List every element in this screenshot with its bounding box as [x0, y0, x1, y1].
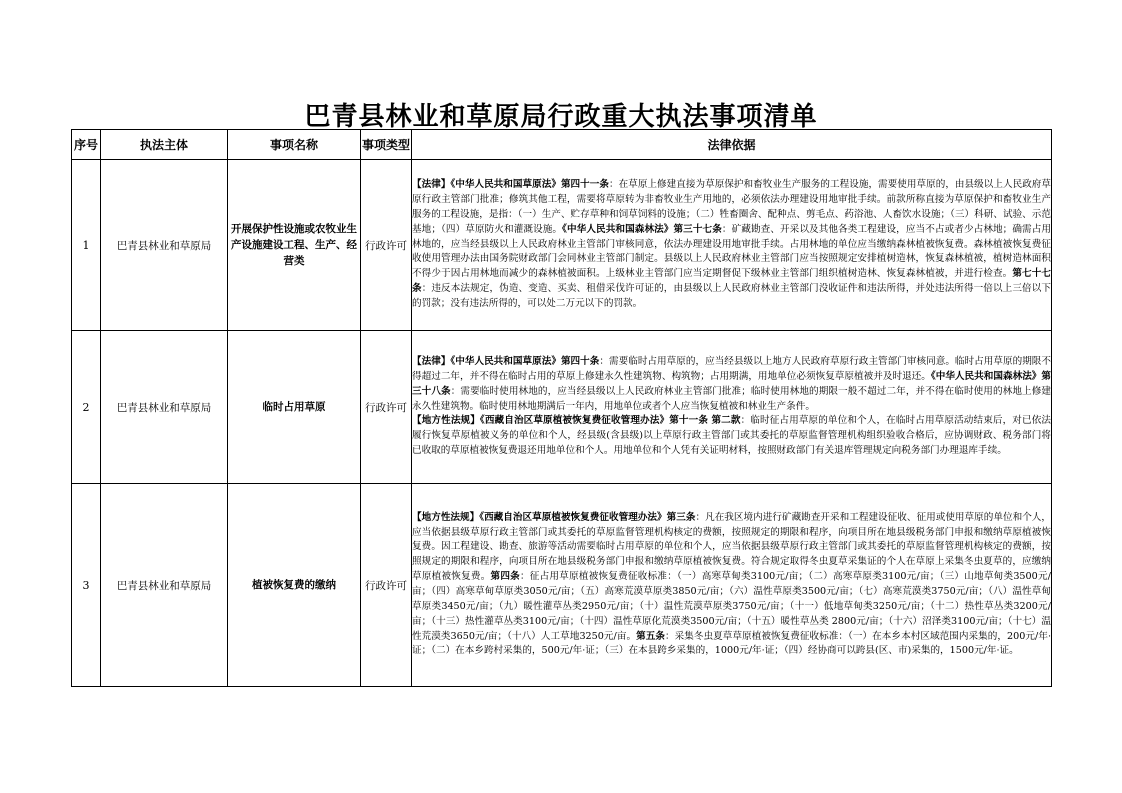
table-header-row	[72, 130, 1052, 160]
basis-text: ：凡在我区境内进行矿藏勘查开采和工程建设征收、征用或使用草原的单位和个人，应当依据县级草原行政主管部门或其委托的草原监督管理机构核定的费额，按照规定的期限和程序，向项目所在地县级税务部门申报和缴纳草原植被恢复费。因工程建设、勘查、旅游等活动需要临时占用草原的单位和个人，应当依据县级草原行政主管部门或其委托的草原监督管理机构核定的费额，按照规定的期限和程序，向项目所在地县级税务部门申报和缴纳草原植被恢复费。符合规定取得冬虫夏草采集证的个人在草原上采集冬虫夏草的，应缴纳草原植被恢复费。	[412, 511, 1052, 583]
basis-heading: 第四条	[490, 571, 520, 583]
basis-text: ：违反本法规定，伪造、变造、买卖、租借采伐许可证的，由县级以上人民政府林业主管部门没收证件和违法所得，并处违法所得一倍以上三倍以下的罚款；没有违法所得的，可以处二万元以下的罚款。	[412, 283, 1052, 309]
page-title: 巴青县林业和草原局行政重大执法事项清单	[304, 102, 818, 132]
basis-heading: 【法律】《中华人民共和国草原法》第四十条	[412, 355, 600, 367]
table-row	[72, 331, 1052, 484]
row-number: 1	[72, 160, 101, 331]
basis-text: ：需要临时使用林地的，应当经县级以上人民政府林业主管部门批准；临时使用林地的期限一般不超过二年，并不得在临时使用的林地上修建永久性建筑物。临时使用林地期满后一年内，用地单位或者个人应当恢复植被和林业生产条件。	[412, 385, 1051, 412]
basis-heading: 《中华人民共和国森林法》第三十七条	[562, 223, 722, 235]
basis-text: ：矿藏勘查、开采以及其他各类工程建设，应当不占或者少占林地；确需占用林地的，应当经县级以上人民政府林业主管部门审核同意，依法办理建设用地审批手续。占用林地的单位应当缴纳森林植被恢复费。森林植被恢复费征收使用管理办法由国务院财政部门会同林业主管部门制定。县级以上人民政府林业主管部门应当按照规定安排植树造林，恢复森林植被，植树造林面积不得少于因占用林地而减少的森林植被面积。上级林业主管部门应当定期督促下级林业主管部门组织植树造林、恢复森林植被，并进行检查。	[412, 223, 1051, 280]
basis-heading: 第七十七条	[412, 268, 1052, 295]
header-subject: 执法主体	[101, 130, 228, 160]
basis-text: ：临时征占用草原的单位和个人，在临时占用草原活动结束后，对已依法履行恢复草原植被义务的单位和个人，经县级(含县级)以上草原行政主管部门或其委托的草原监督管理机构组织验收合格后，应协调财政、税务部门将已收取的草原植被恢复费退还用地单位和个人。用地单位和个人凭有关证明材料，按照财政部门有关退库管理规定向税务部门办理退库手续。	[412, 415, 1052, 457]
row-number: 3	[72, 484, 101, 687]
basis-text: ：需要临时占用草原的，应当经县级以上地方人民政府草原行政主管部门审核同意。临时占用草原的期限不得超过二年，并不得在临时占用的草原上修建永久性建筑物、构筑物；占用期满，用地单位必须恢复草原植被并及时退还。	[412, 355, 1052, 382]
table-row	[72, 484, 1052, 687]
basis-heading: 【地方性法规】《西藏自治区草原植被恢复费征收管理办法》第三条	[412, 511, 696, 523]
header-basis: 法律依据	[412, 130, 1052, 160]
item-name: 植被恢复费的缴纳	[228, 484, 361, 687]
basis-heading: 《中华人民共和国森林法》第三十八条	[412, 370, 1052, 397]
basis-heading: 【法律】《中华人民共和国草原法》第四十一条	[412, 179, 609, 191]
legal-basis	[412, 160, 1052, 331]
enforcement-subject: 巴青县林业和草原局	[101, 331, 228, 484]
item-name: 开展保护性设施或农牧业生产设施建设工程、生产、经营类	[228, 160, 361, 331]
table-row	[72, 160, 1052, 331]
row-number: 2	[72, 331, 101, 484]
legal-basis	[412, 331, 1052, 484]
item-type: 行政许可	[361, 160, 412, 331]
header-item: 事项名称	[228, 130, 361, 160]
enforcement-table	[71, 129, 1052, 687]
basis-text: ：采集冬虫夏草草原植被恢复费征收标准：（一）在本乡本村区域范围内采集的，200元/年·证；（二）在本乡跨村采集的，500元/年·证；（三）在本县跨乡采集的，1000元/年·证；（四）经协商可以跨县(区、市)采集的，1500元/年·证。	[412, 630, 1051, 657]
basis-text: ：征占用草原植被恢复费征收标准：（一）高寒草甸类3100元/亩；（二）高寒草原类3100元/亩；（三）山地草甸类3500元/亩；（四）高寒草甸草原类3050元/亩；（五）高寒荒漠草原类3850元/亩；（六）温性草原类3500元/亩；（七）高寒荒漠类3750元/亩；（八）温性草甸草原类3450元/亩；（九）暖性灌草丛类2950元/亩；（十）温性荒漠草原类3750元/亩；（十一）低地草甸类3250元/亩；（十二）热性草丛类3200元/亩；（十三）热性灌草丛类3100元/亩；（十四）温性草原化荒漠类3500元/亩；（十五）暖性草丛类 2800元/亩；（十六）沼泽类3100元/亩；（十七）温性荒漠类3650元/亩；（十八）人工草地3250元/亩。	[412, 571, 1052, 642]
basis-text: ：在草原上修建直接为草原保护和畜牧业生产服务的工程设施，需要使用草原的，由县级以上人民政府草原行政主管部门批准；修筑其他工程，需要将草原转为非畜牧业生产用地的，必须依法办理建设用地审批手续。前款所称直接为草原保护和畜牧业生产服务的工程设施，是指：（一）生产、贮存草种和饲草饲料的设施；（二）牲畜圈舍、配种点、剪毛点、药浴池、人畜饮水设施；（三）科研、试验、示范基地；（四）草原防火和灌溉设施。	[412, 179, 1052, 235]
item-type: 行政许可	[361, 331, 412, 484]
item-type: 行政许可	[361, 484, 412, 687]
item-name: 临时占用草原	[228, 331, 361, 484]
enforcement-subject: 巴青县林业和草原局	[101, 160, 228, 331]
basis-heading: 【地方性法规】《西藏自治区草原植被恢复费征收管理办法》第十一条 第二款	[412, 415, 741, 427]
basis-heading: 第五条	[636, 630, 665, 642]
header-no: 序号	[72, 130, 101, 160]
enforcement-subject: 巴青县林业和草原局	[101, 484, 228, 687]
legal-basis	[412, 484, 1052, 687]
header-type: 事项类型	[361, 130, 412, 160]
